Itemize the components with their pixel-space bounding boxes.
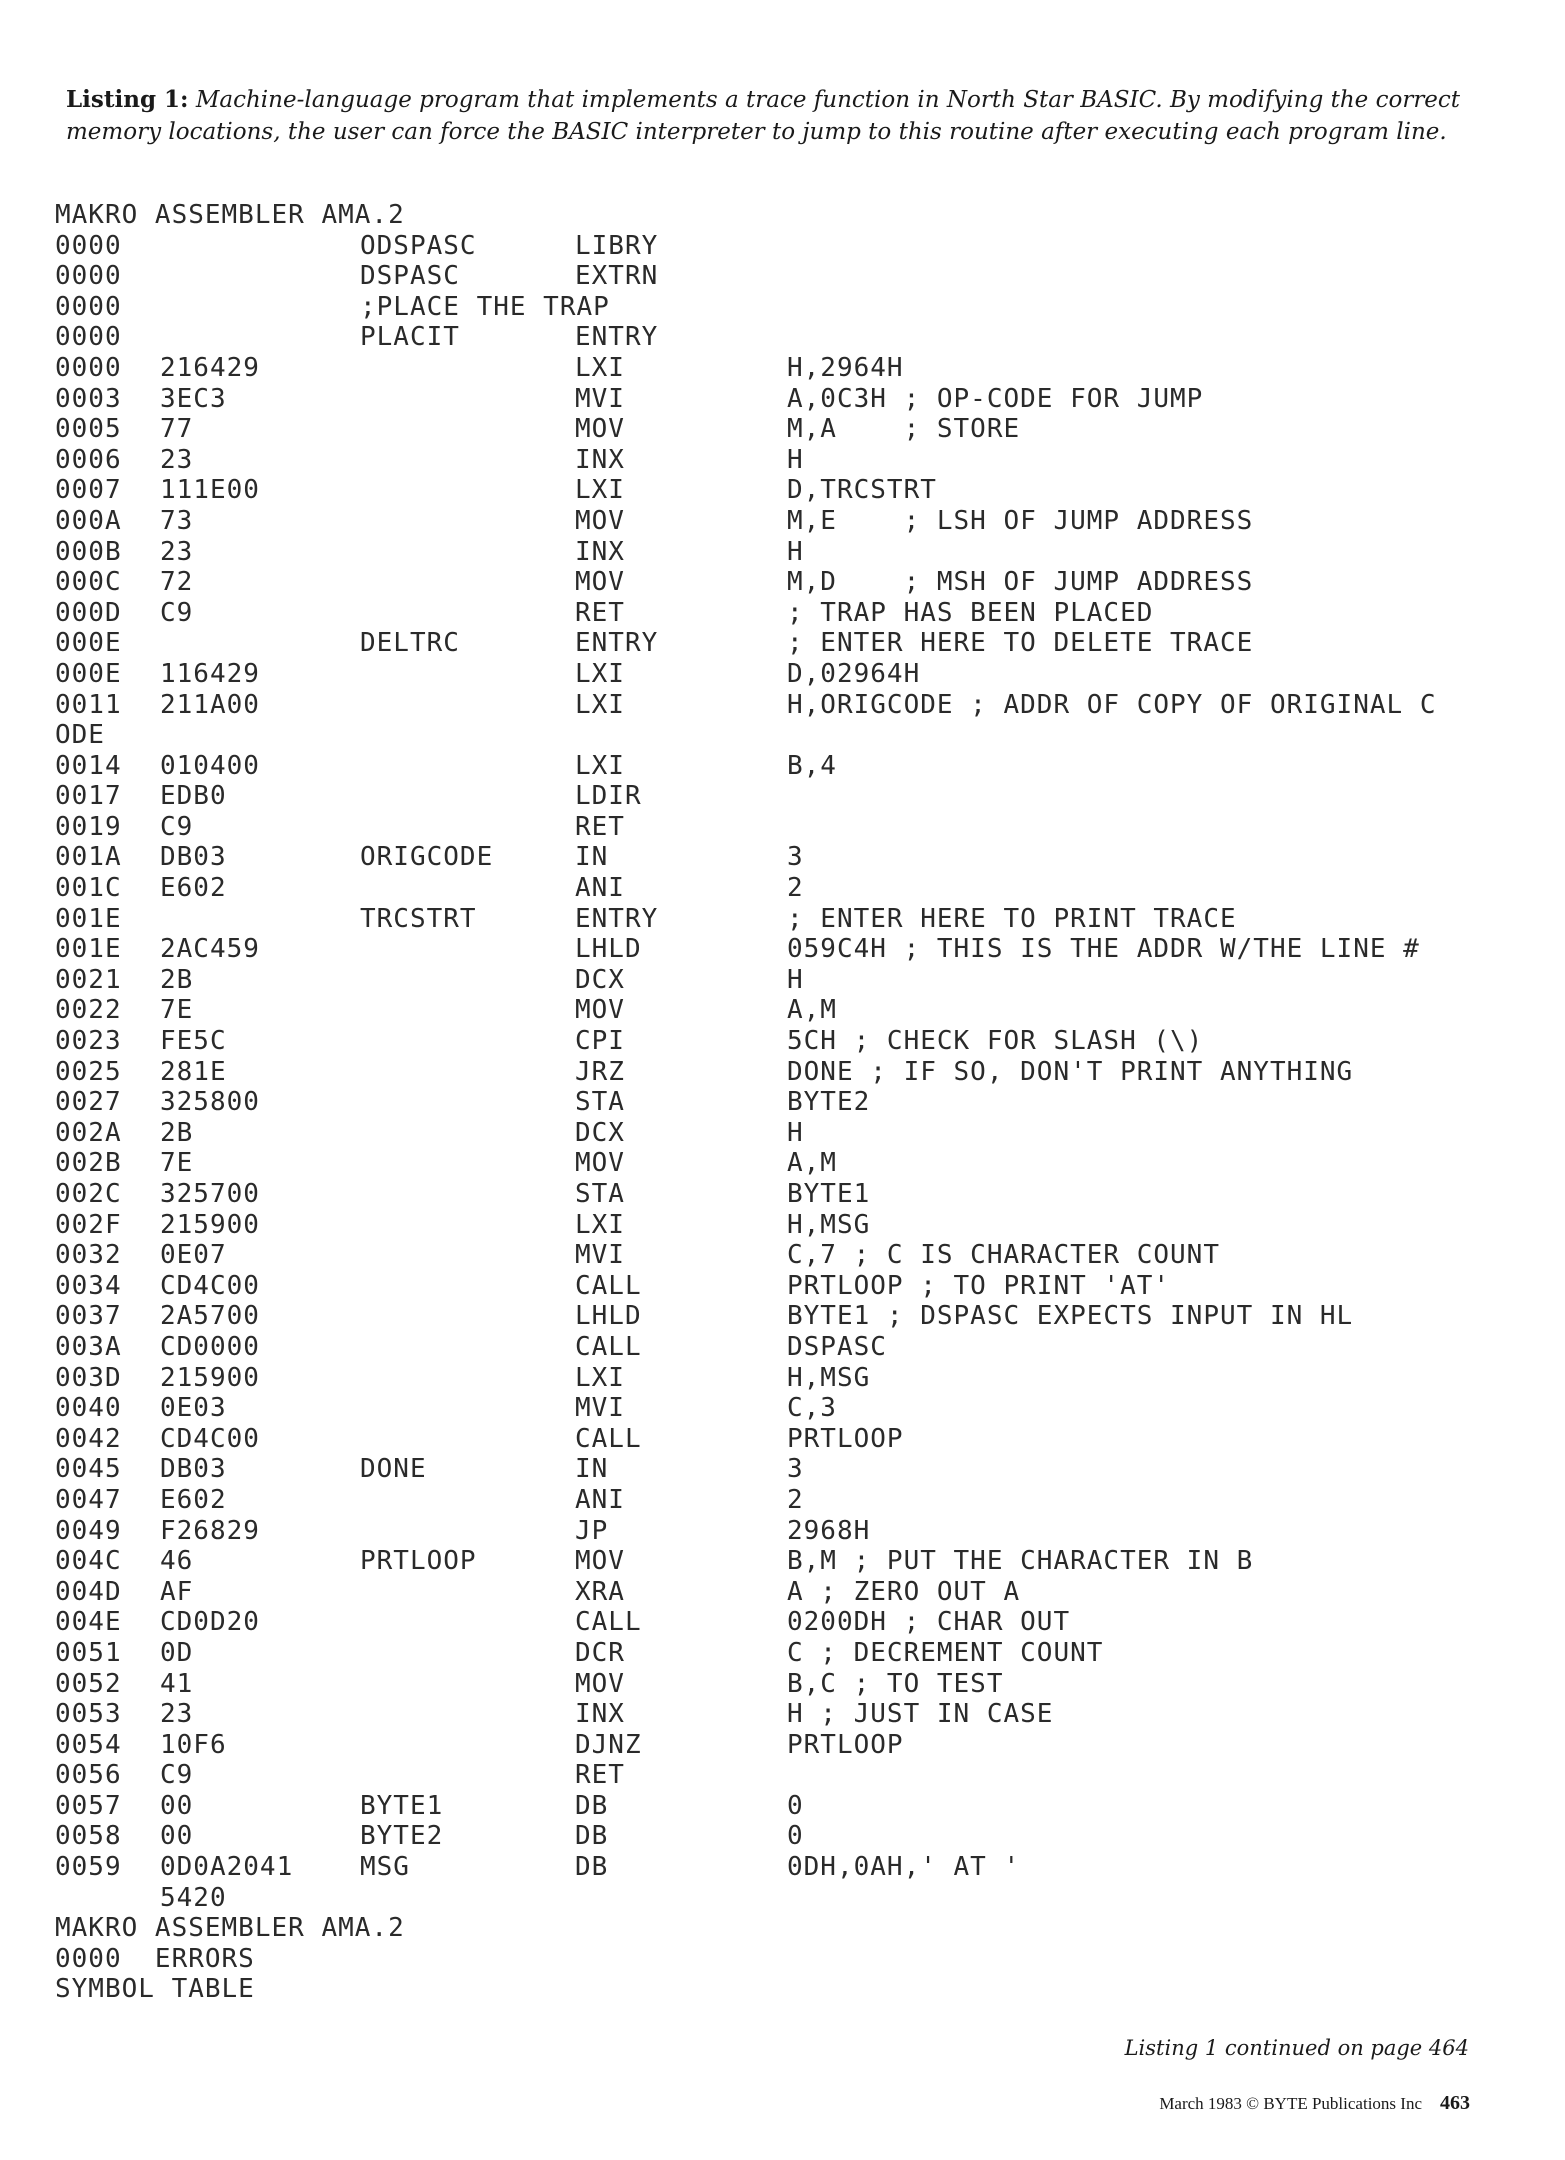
listing-line	[55, 1424, 1505, 1455]
line-address: 001E	[55, 903, 122, 934]
line-address: 004E	[55, 1607, 122, 1638]
line-opcode: MOV	[575, 1668, 625, 1699]
line-object-code: 325700	[160, 1179, 260, 1209]
line-object-code: CD0D20	[160, 1607, 260, 1638]
line-address: 0053	[55, 1699, 122, 1730]
line-opcode: ENTRY	[575, 903, 659, 934]
line-address: 0000	[55, 291, 122, 322]
line-opcode: JP	[575, 1515, 609, 1546]
line-opcode: ANI	[575, 873, 625, 904]
line-opcode: RET	[575, 597, 625, 628]
assembly-listing	[55, 200, 1505, 2005]
listing-line	[55, 1760, 1505, 1791]
line-address: 000E	[55, 658, 122, 689]
listing-line	[55, 1118, 1505, 1149]
line-operand: A,M	[787, 995, 837, 1026]
line-operand: BYTE2	[787, 1087, 871, 1118]
line-opcode: MVI	[575, 1240, 625, 1271]
line-operand: C ; DECREMENT COUNT	[787, 1637, 1104, 1668]
listing-line	[55, 322, 1505, 353]
line-opcode: CALL	[575, 1331, 642, 1362]
line-object-code: 2A5700	[160, 1301, 260, 1332]
line-opcode: LXI	[575, 1362, 625, 1393]
line-operand: ; ENTER HERE TO PRINT TRACE	[787, 903, 1237, 934]
line-operand: H,ORIGCODE ; ADDR OF COPY OF ORIGINAL C	[787, 689, 1437, 720]
line-object-code: 281E	[160, 1056, 227, 1087]
line-label: PRTLOOP	[360, 1546, 477, 1577]
line-address: 002A	[55, 1117, 122, 1148]
line-opcode: LXI	[575, 475, 625, 506]
listing-line	[55, 567, 1505, 598]
line-object-code: 0D0A2041	[160, 1852, 294, 1883]
line-opcode: STA	[575, 1087, 625, 1118]
line-opcode: DB	[575, 1790, 609, 1821]
line-operand: D,02964H	[787, 658, 921, 689]
line-object-code: 3EC3	[160, 383, 227, 414]
line-operand: A,M	[787, 1148, 837, 1179]
line-object-code: 23	[160, 444, 194, 475]
line-address: 0032	[55, 1240, 122, 1271]
line-operand: PRTLOOP	[787, 1423, 904, 1454]
line-operand: BYTE1	[787, 1179, 871, 1209]
listing-line	[55, 751, 1505, 782]
line-address: 0011	[55, 689, 122, 720]
line-opcode: DB	[575, 1821, 609, 1852]
line-opcode: DJNZ	[575, 1729, 642, 1760]
line-object-code: 0D	[160, 1637, 194, 1668]
line-object-code: 215900	[160, 1362, 260, 1393]
line-operand: B,M ; PUT THE CHARACTER IN B	[787, 1546, 1254, 1577]
line-address: 0000	[55, 352, 122, 383]
listing-line	[55, 812, 1505, 843]
listing-line	[55, 384, 1505, 415]
listing-footer-line	[55, 1913, 1505, 1944]
line-address: 0021	[55, 964, 122, 995]
listing-line	[55, 231, 1505, 262]
line-operand: H	[787, 444, 804, 475]
line-opcode: INX	[575, 444, 625, 475]
line-opcode: RET	[575, 1760, 625, 1791]
listing-line	[55, 720, 1505, 751]
line-address: 0054	[55, 1729, 122, 1760]
caption-text: Machine-language program that implements a trace function in North Star BASIC. By modifying the correct memory locations, the user can force the BASIC interpreter to jump to this routine after executing each program line.	[66, 87, 1461, 145]
line-address: 000E	[55, 628, 122, 659]
line-opcode: DCR	[575, 1637, 625, 1668]
line-address: 0000	[55, 230, 122, 261]
caption-label: Listing 1:	[66, 86, 189, 113]
line-opcode: MOV	[575, 1546, 625, 1577]
listing-footer-text: MAKRO ASSEMBLER AMA.2	[55, 1913, 405, 1944]
listing-footer-line	[55, 1974, 1505, 2005]
line-opcode: MVI	[575, 1393, 625, 1424]
line-operand: 2	[787, 873, 804, 904]
listing-line	[55, 506, 1505, 537]
line-opcode: LXI	[575, 689, 625, 720]
listing-line	[55, 445, 1505, 476]
line-opcode: MOV	[575, 505, 625, 536]
line-object-code: CD0000	[160, 1331, 260, 1362]
line-opcode: IN	[575, 842, 609, 873]
line-address: 0057	[55, 1790, 122, 1821]
line-address: 001A	[55, 842, 122, 873]
line-object-code: 215900	[160, 1209, 260, 1240]
listing-line	[55, 1454, 1505, 1485]
line-address: 0051	[55, 1637, 122, 1668]
line-object-code: AF	[160, 1576, 194, 1607]
line-address: 001E	[55, 934, 122, 965]
listing-line	[55, 1148, 1505, 1179]
listing-line	[55, 598, 1505, 629]
listing-line	[55, 1026, 1505, 1057]
line-operand: H	[787, 536, 804, 567]
line-operand: DONE ; IF SO, DON'T PRINT ANYTHING	[787, 1056, 1354, 1087]
listing-body	[55, 231, 1505, 1914]
line-opcode: CALL	[575, 1270, 642, 1301]
line-address: 002C	[55, 1179, 122, 1209]
listing-line	[55, 292, 1505, 323]
line-operand: 0	[787, 1790, 804, 1821]
listing-line	[55, 1179, 1505, 1210]
line-opcode: EXTRN	[575, 261, 659, 292]
listing-line	[55, 261, 1505, 292]
line-opcode: RET	[575, 811, 625, 842]
listing-line	[55, 659, 1505, 690]
line-object-code: C9	[160, 811, 194, 842]
listing-line	[55, 1883, 1505, 1914]
line-object-code: 2AC459	[160, 934, 260, 965]
line-object-code: C9	[160, 1760, 194, 1791]
line-operand: C,7 ; C IS CHARACTER COUNT	[787, 1240, 1220, 1271]
line-operand: 3	[787, 842, 804, 873]
line-object-code: E602	[160, 873, 227, 904]
line-label: DELTRC	[360, 628, 460, 659]
line-object-code: 2B	[160, 1117, 194, 1148]
line-label: ORIGCODE	[360, 842, 494, 873]
listing-line	[55, 628, 1505, 659]
line-address: 001C	[55, 873, 122, 904]
listing-line	[55, 1546, 1505, 1577]
line-object-code: CD4C00	[160, 1270, 260, 1301]
footer-text: March 1983 © BYTE Publications Inc	[1159, 2094, 1422, 2113]
line-object-code: 41	[160, 1668, 194, 1699]
listing-continuation: ODE	[55, 720, 105, 751]
line-operand: B,C ; TO TEST	[787, 1668, 1004, 1699]
line-address: 0052	[55, 1668, 122, 1699]
listing-line	[55, 873, 1505, 904]
listing-line	[55, 1791, 1505, 1822]
line-address: 0045	[55, 1454, 122, 1485]
line-label: DSPASC	[360, 261, 460, 292]
listing-line	[55, 1271, 1505, 1302]
line-opcode: INX	[575, 536, 625, 567]
continued-note: Listing 1 continued on page 464	[1124, 2036, 1469, 2060]
page-footer	[1159, 2092, 1470, 2115]
line-address: 0056	[55, 1760, 122, 1791]
line-address: 003A	[55, 1331, 122, 1362]
line-operand: H,2964H	[787, 352, 904, 383]
line-object-code: EDB0	[160, 781, 227, 812]
line-operand: BYTE1 ; DSPASC EXPECTS INPUT IN HL	[787, 1301, 1354, 1332]
line-address: 0014	[55, 750, 122, 781]
line-object-code: DB03	[160, 1454, 227, 1485]
line-address: 0058	[55, 1821, 122, 1852]
line-address: 000C	[55, 567, 122, 598]
listing-line	[55, 995, 1505, 1026]
listing-line	[55, 1577, 1505, 1608]
line-opcode: MOV	[575, 567, 625, 598]
line-address: 0027	[55, 1087, 122, 1118]
listing-line	[55, 1240, 1505, 1271]
line-address: 0037	[55, 1301, 122, 1332]
line-opcode: LIBRY	[575, 230, 659, 261]
line-operand: H	[787, 964, 804, 995]
line-operand: M,E ; LSH OF JUMP ADDRESS	[787, 505, 1254, 536]
line-address: 0017	[55, 781, 122, 812]
line-address: 0005	[55, 414, 122, 445]
line-object-code: C9	[160, 597, 194, 628]
line-operand: A ; ZERO OUT A	[787, 1576, 1021, 1607]
line-label: BYTE1	[360, 1790, 444, 1821]
line-operand: H,MSG	[787, 1362, 871, 1393]
line-object-code: 7E	[160, 1148, 194, 1179]
line-opcode: CPI	[575, 1026, 625, 1057]
listing-footer-text: 0000 ERRORS	[55, 1943, 255, 1974]
line-object-code: 73	[160, 505, 194, 536]
line-opcode: XRA	[575, 1576, 625, 1607]
line-opcode: LXI	[575, 352, 625, 383]
line-object-code: 23	[160, 536, 194, 567]
line-operand: ; ENTER HERE TO DELETE TRACE	[787, 628, 1254, 659]
line-operand: C,3	[787, 1393, 837, 1424]
line-opcode: JRZ	[575, 1056, 625, 1087]
line-operand: 0200DH ; CHAR OUT	[787, 1607, 1071, 1638]
listing-caption	[66, 84, 1486, 148]
line-operand: H	[787, 1117, 804, 1148]
line-object-code: 72	[160, 567, 194, 598]
listing-footer	[55, 1913, 1505, 2005]
listing-line	[55, 1699, 1505, 1730]
line-opcode: DCX	[575, 964, 625, 995]
listing-line	[55, 1852, 1505, 1883]
line-operand: B,4	[787, 750, 837, 781]
line-opcode: LXI	[575, 658, 625, 689]
line-operand: 3	[787, 1454, 804, 1485]
line-address: 0023	[55, 1026, 122, 1057]
line-address: 0059	[55, 1852, 122, 1883]
listing-line	[55, 1730, 1505, 1761]
listing-line	[55, 965, 1505, 996]
listing-line	[55, 414, 1505, 445]
listing-footer-text: SYMBOL TABLE	[55, 1974, 255, 2005]
line-object-code: 7E	[160, 995, 194, 1026]
line-label: BYTE2	[360, 1821, 444, 1852]
line-object-code: 0E03	[160, 1393, 227, 1424]
listing-line	[55, 781, 1505, 812]
line-address: 000D	[55, 597, 122, 628]
line-opcode: ENTRY	[575, 628, 659, 659]
listing-line	[55, 842, 1505, 873]
line-operand: A,0C3H ; OP-CODE FOR JUMP	[787, 383, 1204, 414]
line-operand: 5CH ; CHECK FOR SLASH (\)	[787, 1026, 1204, 1057]
line-object-code: CD4C00	[160, 1423, 260, 1454]
line-opcode: LDIR	[575, 781, 642, 812]
listing-line	[55, 1638, 1505, 1669]
listing-footer-line	[55, 1944, 1505, 1975]
listing-line	[55, 1210, 1505, 1241]
line-operand: D,TRCSTRT	[787, 475, 937, 506]
line-object-code: 216429	[160, 352, 260, 383]
listing-header-line	[55, 200, 1505, 231]
line-address: 0019	[55, 811, 122, 842]
listing-line	[55, 1821, 1505, 1852]
line-operand: M,A ; STORE	[787, 414, 1021, 445]
listing-line	[55, 1301, 1505, 1332]
listing-line	[55, 1057, 1505, 1088]
line-address: 0006	[55, 444, 122, 475]
line-operand: 0	[787, 1821, 804, 1852]
listing-line	[55, 1393, 1505, 1424]
listing-line	[55, 1669, 1505, 1700]
listing-line	[55, 537, 1505, 568]
line-label: TRCSTRT	[360, 903, 477, 934]
line-object-code: 325800	[160, 1087, 260, 1118]
line-address: 0007	[55, 475, 122, 506]
line-object-code: 10F6	[160, 1729, 227, 1760]
line-object-code: 77	[160, 414, 194, 445]
line-operand: 2	[787, 1484, 804, 1515]
listing-header: MAKRO ASSEMBLER AMA.2	[55, 200, 405, 230]
line-opcode: MOV	[575, 1148, 625, 1179]
line-operand: 2968H	[787, 1515, 871, 1546]
line-address: 0034	[55, 1270, 122, 1301]
line-operand: 0DH,0AH,' AT '	[787, 1852, 1021, 1883]
listing-line	[55, 1607, 1505, 1638]
line-operand: H,MSG	[787, 1209, 871, 1240]
line-address: 0000	[55, 322, 122, 353]
line-address: 002B	[55, 1148, 122, 1179]
line-label: MSG	[360, 1852, 410, 1883]
line-object-code: 116429	[160, 658, 260, 689]
listing-line	[55, 690, 1505, 721]
line-object-code: 00	[160, 1821, 194, 1852]
line-address: 0040	[55, 1393, 122, 1424]
line-opcode: LXI	[575, 1209, 625, 1240]
line-address: 0047	[55, 1484, 122, 1515]
line-operand: DSPASC	[787, 1331, 887, 1362]
line-address: 004C	[55, 1546, 122, 1577]
line-label: DONE	[360, 1454, 427, 1485]
line-opcode: CALL	[575, 1607, 642, 1638]
line-operand: PRTLOOP ; TO PRINT 'AT'	[787, 1270, 1171, 1301]
line-object-code: FE5C	[160, 1026, 227, 1057]
line-opcode: DCX	[575, 1117, 625, 1148]
line-address: 0003	[55, 383, 122, 414]
line-address: 0000	[55, 261, 122, 292]
line-object-code: 00	[160, 1790, 194, 1821]
line-address: 002F	[55, 1209, 122, 1240]
listing-line	[55, 904, 1505, 935]
line-object-code: 46	[160, 1546, 194, 1577]
line-address: 0022	[55, 995, 122, 1026]
line-label: ODSPASC	[360, 230, 477, 261]
line-opcode: MOV	[575, 414, 625, 445]
line-label: ;PLACE THE TRAP	[360, 291, 610, 322]
listing-line	[55, 1516, 1505, 1547]
line-opcode: DB	[575, 1852, 609, 1883]
line-object-code: 211A00	[160, 689, 260, 720]
line-address: 0049	[55, 1515, 122, 1546]
line-opcode: INX	[575, 1699, 625, 1730]
line-opcode: LHLD	[575, 934, 642, 965]
line-operand: 059C4H ; THIS IS THE ADDR W/THE LINE #	[787, 934, 1420, 965]
line-opcode: STA	[575, 1179, 625, 1209]
line-object-code: E602	[160, 1484, 227, 1515]
line-object-code: 111E00	[160, 475, 260, 506]
line-object-code: 23	[160, 1699, 194, 1730]
line-opcode: CALL	[575, 1423, 642, 1454]
line-label: PLACIT	[360, 322, 460, 353]
listing-line	[55, 1087, 1505, 1118]
line-address: 0025	[55, 1056, 122, 1087]
line-operand: PRTLOOP	[787, 1729, 904, 1760]
line-opcode: ANI	[575, 1484, 625, 1515]
line-address: 0042	[55, 1423, 122, 1454]
line-address: 000A	[55, 505, 122, 536]
line-opcode: LHLD	[575, 1301, 642, 1332]
listing-line	[55, 1363, 1505, 1394]
listing-line	[55, 1332, 1505, 1363]
line-opcode: MVI	[575, 383, 625, 414]
line-object-code: 2B	[160, 964, 194, 995]
line-opcode: ENTRY	[575, 322, 659, 353]
line-object-code: 010400	[160, 750, 260, 781]
line-object-code: 0E07	[160, 1240, 227, 1271]
line-address: 003D	[55, 1362, 122, 1393]
page-number: 463	[1440, 2092, 1470, 2114]
line-address: 004D	[55, 1576, 122, 1607]
listing-line	[55, 934, 1505, 965]
line-operand: M,D ; MSH OF JUMP ADDRESS	[787, 567, 1254, 598]
listing-line	[55, 353, 1505, 384]
line-opcode: IN	[575, 1454, 609, 1485]
listing-line	[55, 1485, 1505, 1516]
listing-line	[55, 475, 1505, 506]
line-address: 000B	[55, 536, 122, 567]
line-opcode: MOV	[575, 995, 625, 1026]
line-object-code: DB03	[160, 842, 227, 873]
line-object-code: 5420	[160, 1882, 227, 1913]
line-opcode: LXI	[575, 750, 625, 781]
line-object-code: F26829	[160, 1515, 260, 1546]
line-operand: ; TRAP HAS BEEN PLACED	[787, 597, 1154, 628]
line-operand: H ; JUST IN CASE	[787, 1699, 1054, 1730]
